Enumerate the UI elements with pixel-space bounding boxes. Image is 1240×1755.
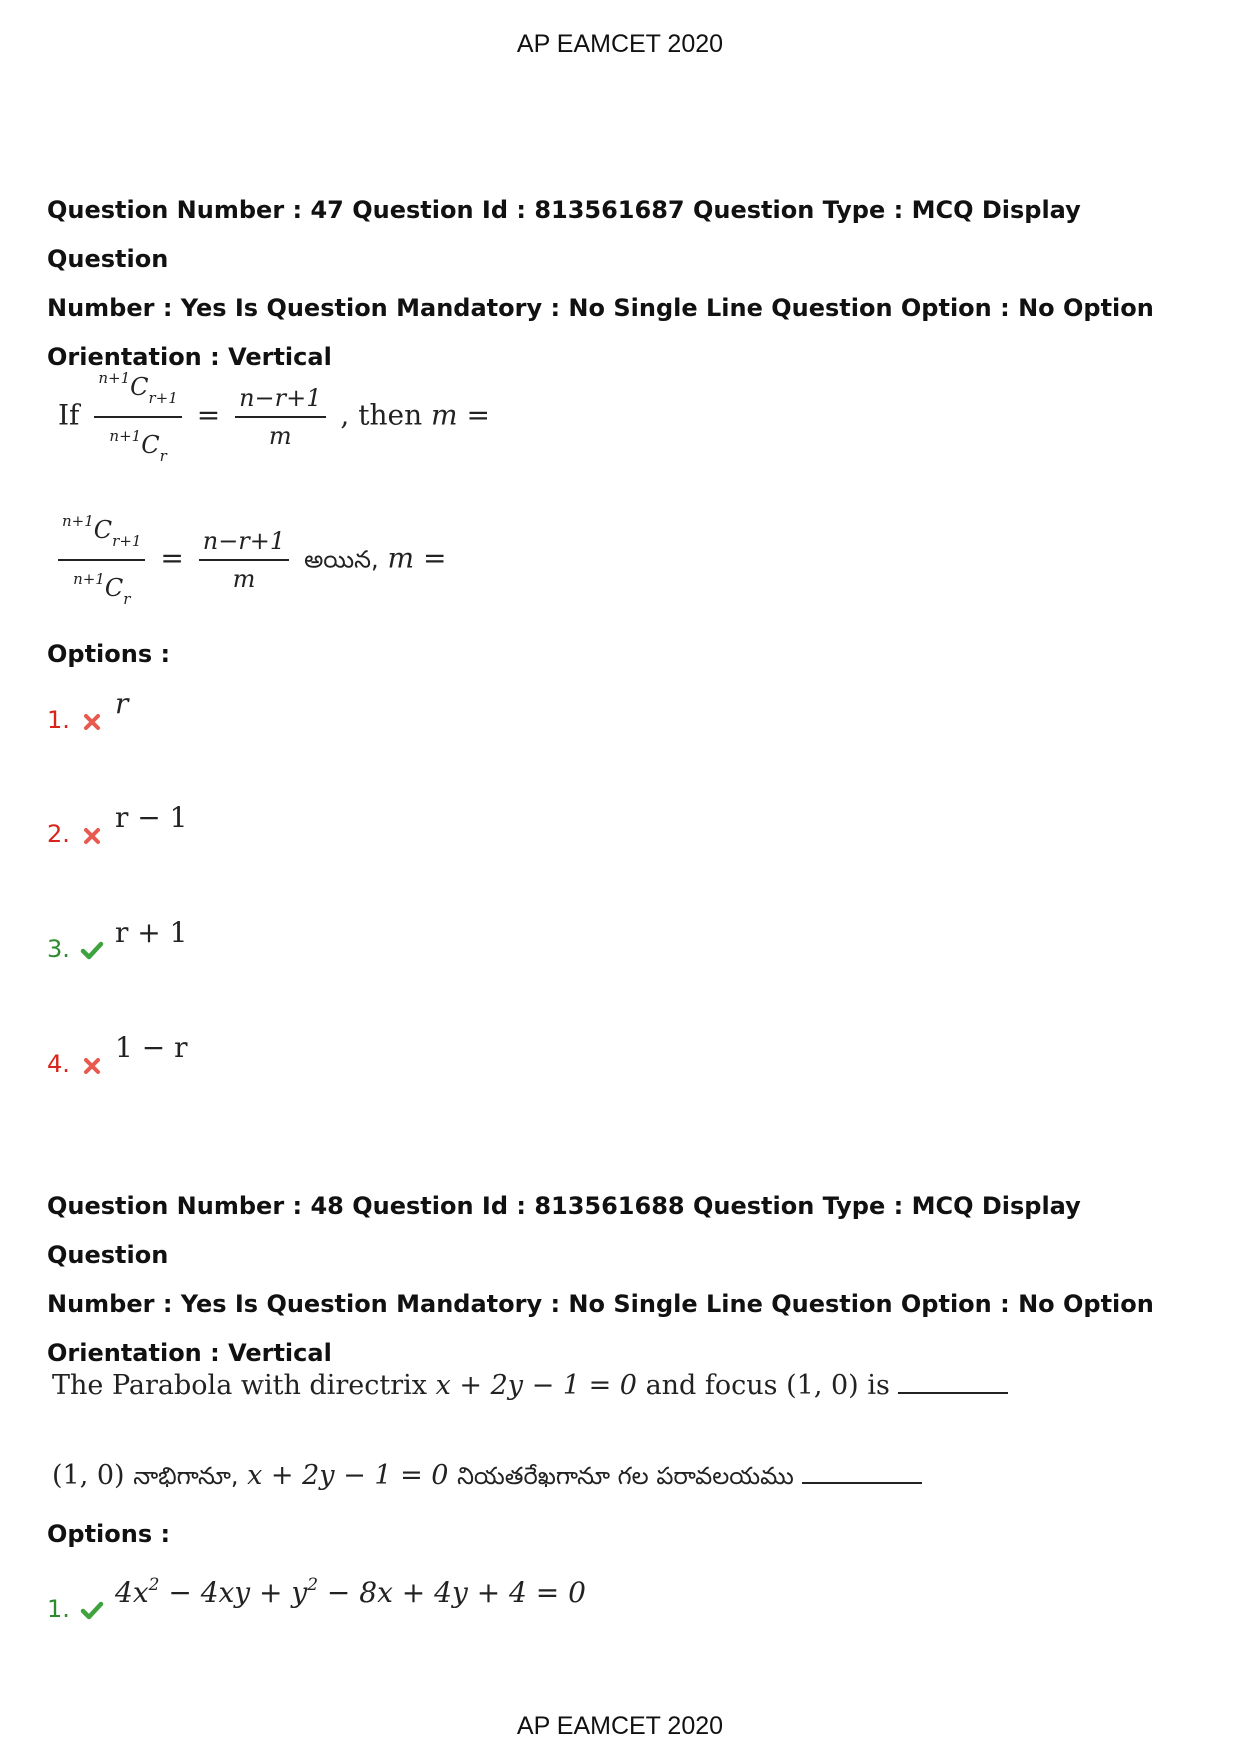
option-number: 4. (47, 1050, 70, 1078)
q48-meta-line: Question Number : 48 Question Id : 813561688 Question Type : MCQ Display Question (47, 1192, 1081, 1269)
wrong-cross-icon (77, 1050, 107, 1080)
q48-option-1[interactable] (47, 1577, 586, 1623)
q47-options-label: Options : (47, 640, 171, 668)
correct-check-icon (77, 1595, 107, 1625)
q48-options-label: Options : (47, 1520, 171, 1548)
answer-blank (898, 1368, 1008, 1394)
q47-option-2[interactable] (47, 802, 187, 848)
option-value: r + 1 (115, 916, 188, 949)
q47-option-1[interactable] (47, 688, 128, 734)
wrong-cross-icon (77, 820, 107, 850)
q47-meta-line: Orientation : Vertical (47, 343, 332, 371)
q47-metadata (47, 186, 1197, 382)
wrong-cross-icon (77, 706, 107, 736)
q47-question-telugu: $\frac{^{n+1}C_{r+1}}{^{n+1}C_r}$ = $\frac{n-r+1}{m}$ అయిన, m = (58, 503, 446, 617)
q47-if-text: If (58, 398, 80, 432)
option-value: r − 1 (115, 801, 188, 834)
q47-te-rhs-fraction: $\frac{n-r+1}{m}$ (199, 523, 289, 597)
option-value: 1 − r (115, 1031, 188, 1064)
q47-meta-line: Question Number : 47 Question Id : 813561687 Question Type : MCQ Display Question (47, 196, 1081, 273)
option-number: 3. (47, 935, 70, 963)
q48-focus-point: (1, 0) (786, 1370, 859, 1401)
option-value: r (115, 687, 129, 720)
q47-meta-line: Number : Yes Is Question Mandatory : No Single Line Question Option : No Option (47, 294, 1154, 322)
q47-telugu-word: అయిన, (304, 545, 379, 574)
page-footer: AP EAMCET 2020 (516, 1712, 724, 1740)
q48-question-english: The Parabola with directrix x + 2y − 1 = 0 and focus (1, 0) is (52, 1368, 1008, 1401)
option-value: $4x^2 - 4xy + y^2 - 8x + 4y + 4 = 0$ (115, 1575, 586, 1609)
q47-question-english: If $\frac{^{n+1}C_{r+1}}{^{n+1}C_r}$ = $\frac{n-r+1}{m}$ , then m = (58, 360, 490, 474)
option-number: 1. (47, 1595, 70, 1623)
q47-lhs-fraction: $\frac{^{n+1}C_{r+1}}{^{n+1}C_r}$ (94, 360, 181, 474)
answer-blank (802, 1458, 922, 1484)
q48-meta-line: Orientation : Vertical (47, 1339, 332, 1367)
q47-option-3[interactable] (47, 917, 187, 963)
q47-option-4[interactable] (47, 1032, 187, 1078)
q47-rhs-fraction: $\frac{n-r+1}{m}$ (235, 380, 325, 454)
page-header: AP EAMCET 2020 (516, 30, 724, 58)
q48-metadata (47, 1182, 1197, 1378)
q48-meta-line: Number : Yes Is Question Mandatory : No Single Line Question Option : No Option (47, 1290, 1154, 1318)
q48-question-telugu: (1, 0) నాభిగానూ, x + 2y − 1 = 0 నియతరేఖగానూ గల పరావలయము (52, 1458, 922, 1496)
option-number: 2. (47, 820, 70, 848)
option-number: 1. (47, 706, 70, 734)
q48-directrix-equation: x + 2y − 1 = 0 (435, 1370, 637, 1401)
correct-check-icon (77, 935, 107, 965)
q47-te-lhs-fraction: $\frac{^{n+1}C_{r+1}}{^{n+1}C_r}$ (58, 503, 145, 617)
